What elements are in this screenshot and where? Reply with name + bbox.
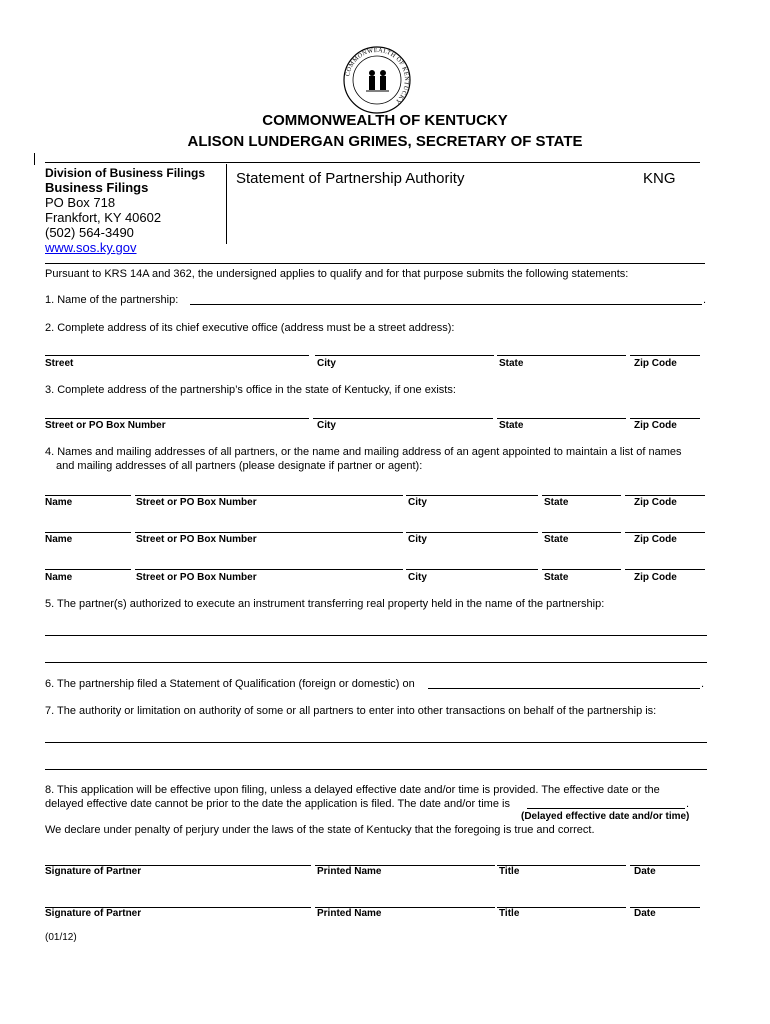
q3-city-field[interactable] [313, 406, 493, 419]
title1-field[interactable] [497, 853, 626, 866]
partner3-street-field[interactable] [135, 557, 403, 570]
printed-name1-label: Printed Name [317, 866, 382, 877]
q2-label: 2. Complete address of its chief executive office (address must be a street address): [45, 322, 455, 334]
title2-label: Title [499, 908, 520, 919]
header-vertical-rule [226, 164, 227, 244]
q2-zip-field[interactable] [630, 343, 700, 356]
partner2-street-label: Street or PO Box Number [136, 534, 257, 545]
partner1-zip-field[interactable] [625, 483, 705, 496]
partner1-state-label: State [544, 497, 569, 508]
office-phone: (502) 564-3490 [45, 225, 134, 240]
q8-period: . [686, 798, 690, 810]
form-code: KNG [643, 170, 676, 187]
q6-period: . [701, 678, 705, 690]
signature1-label: Signature of Partner [45, 866, 142, 877]
effective-date-field[interactable] [527, 796, 685, 809]
q2-state-label: State [499, 358, 524, 369]
printed-name1-field[interactable] [315, 853, 495, 866]
section-divider [45, 769, 707, 770]
partner3-zip-field[interactable] [625, 557, 705, 570]
q4-label-line1: 4. Names and mailing addresses of all partners, or the name and mailing address of an agent appointed to maintain a list of names [45, 446, 682, 458]
partner1-state-field[interactable] [542, 483, 621, 496]
partnership-name-field[interactable] [190, 292, 702, 305]
header-top-rule [45, 162, 700, 163]
partner3-name-field[interactable] [45, 557, 131, 570]
partner3-name-label: Name [45, 572, 73, 583]
header-bottom-rule [45, 263, 705, 264]
partner2-name-field[interactable] [45, 520, 131, 533]
q3-zip-label: Zip Code [634, 420, 677, 431]
signature1-field[interactable] [45, 853, 311, 866]
title2-field[interactable] [497, 895, 626, 908]
q3-city-label: City [317, 420, 336, 431]
q8-label-line1: 8. This application will be effective upon filing, unless a delayed effective date and/or time is provided. The effective date or the [45, 784, 660, 796]
authorized-partners-line2[interactable] [45, 650, 707, 663]
partner2-state-field[interactable] [542, 520, 621, 533]
q7-label: 7. The authority or limitation on authority of some or all partners to enter into other transactions on behalf of the partnership is: [45, 705, 657, 717]
partner3-city-field[interactable] [406, 557, 538, 570]
office-city-state: Frankfort, KY 40602 [45, 210, 162, 225]
q6-label: 6. The partnership filed a Statement of Qualification (foreign or domestic) on [45, 678, 415, 690]
authorized-partners-line1[interactable] [45, 623, 707, 636]
office-po-box: PO Box 718 [45, 195, 116, 210]
q5-label: 5. The partner(s) authorized to execute an instrument transferring real property held in the name of the partnership: [45, 598, 605, 610]
q2-city-label: City [317, 358, 336, 369]
partner1-city-field[interactable] [406, 483, 538, 496]
partner1-city-label: City [408, 497, 427, 508]
office-website-link[interactable]: www.sos.ky.gov [45, 240, 137, 255]
secretary-title: ALISON LUNDERGAN GRIMES, SECRETARY OF STATE [187, 133, 583, 150]
q2-street-label: Street [45, 358, 74, 369]
title1-label: Title [499, 866, 520, 877]
date2-label: Date [634, 908, 656, 919]
office-unit: Business Filings [45, 180, 149, 195]
date2-field[interactable] [630, 895, 700, 908]
delayed-effective-label: (Delayed effective date and/or time) [521, 811, 690, 822]
q1-label: 1. Name of the partnership: [45, 294, 179, 306]
q2-zip-label: Zip Code [634, 358, 677, 369]
partner2-city-label: City [408, 534, 427, 545]
date1-field[interactable] [630, 853, 700, 866]
q2-city-field[interactable] [315, 343, 494, 356]
division-name: Division of Business Filings [45, 166, 206, 180]
declaration-text: We declare under penalty of perjury under the laws of the state of Kentucky that the foregoing is true and correct. [45, 824, 595, 836]
q2-state-field[interactable] [497, 343, 626, 356]
partner2-zip-label: Zip Code [634, 534, 677, 545]
q3-street-field[interactable] [45, 406, 309, 419]
q3-zip-field[interactable] [630, 406, 700, 419]
q3-state-field[interactable] [497, 406, 626, 419]
q4-label-line2: and mailing addresses of all partners (please designate if partner or agent): [56, 460, 423, 472]
partner2-city-field[interactable] [406, 520, 538, 533]
printed-name2-field[interactable] [315, 895, 495, 908]
form-title: Statement of Partnership Authority [236, 170, 465, 187]
partner1-street-label: Street or PO Box Number [136, 497, 257, 508]
partner1-street-field[interactable] [135, 483, 403, 496]
partner1-name-field[interactable] [45, 483, 131, 496]
partner2-state-label: State [544, 534, 569, 545]
q2-street-field[interactable] [45, 343, 309, 356]
date1-label: Date [634, 866, 656, 877]
partner3-state-field[interactable] [542, 557, 621, 570]
printed-name2-label: Printed Name [317, 908, 382, 919]
signature2-field[interactable] [45, 895, 311, 908]
partner3-city-label: City [408, 572, 427, 583]
partner3-state-label: State [544, 572, 569, 583]
svg-text:COMMONWEALTH OF KENTUCKY: COMMONWEALTH OF KENTUCKY [344, 46, 411, 106]
form-revision: (01/12) [45, 932, 77, 943]
commonwealth-title: COMMONWEALTH OF KENTUCKY [262, 112, 508, 129]
partner2-street-field[interactable] [135, 520, 403, 533]
partner2-zip-field[interactable] [625, 520, 705, 533]
text-cursor [34, 153, 35, 165]
partner1-zip-label: Zip Code [634, 497, 677, 508]
qualification-date-field[interactable] [428, 676, 700, 689]
q3-state-label: State [499, 420, 524, 431]
q3-label: 3. Complete address of the partnership’s office in the state of Kentucky, if one exists: [45, 384, 456, 396]
partner3-zip-label: Zip Code [634, 572, 677, 583]
q3-street-label: Street or PO Box Number [45, 420, 166, 431]
intro-text: Pursuant to KRS 14A and 362, the undersigned applies to qualify and for that purpose submits the following statements: [45, 268, 629, 280]
q8-label-line2: delayed effective date cannot be prior to the date the application is filed. The date and/or time is [45, 798, 510, 810]
q1-period: . [703, 294, 707, 306]
signature2-label: Signature of Partner [45, 908, 142, 919]
partner3-street-label: Street or PO Box Number [136, 572, 257, 583]
partner2-name-label: Name [45, 534, 73, 545]
partner1-name-label: Name [45, 497, 73, 508]
kentucky-seal-icon [342, 45, 412, 115]
authority-limitation-line1[interactable] [45, 730, 707, 743]
